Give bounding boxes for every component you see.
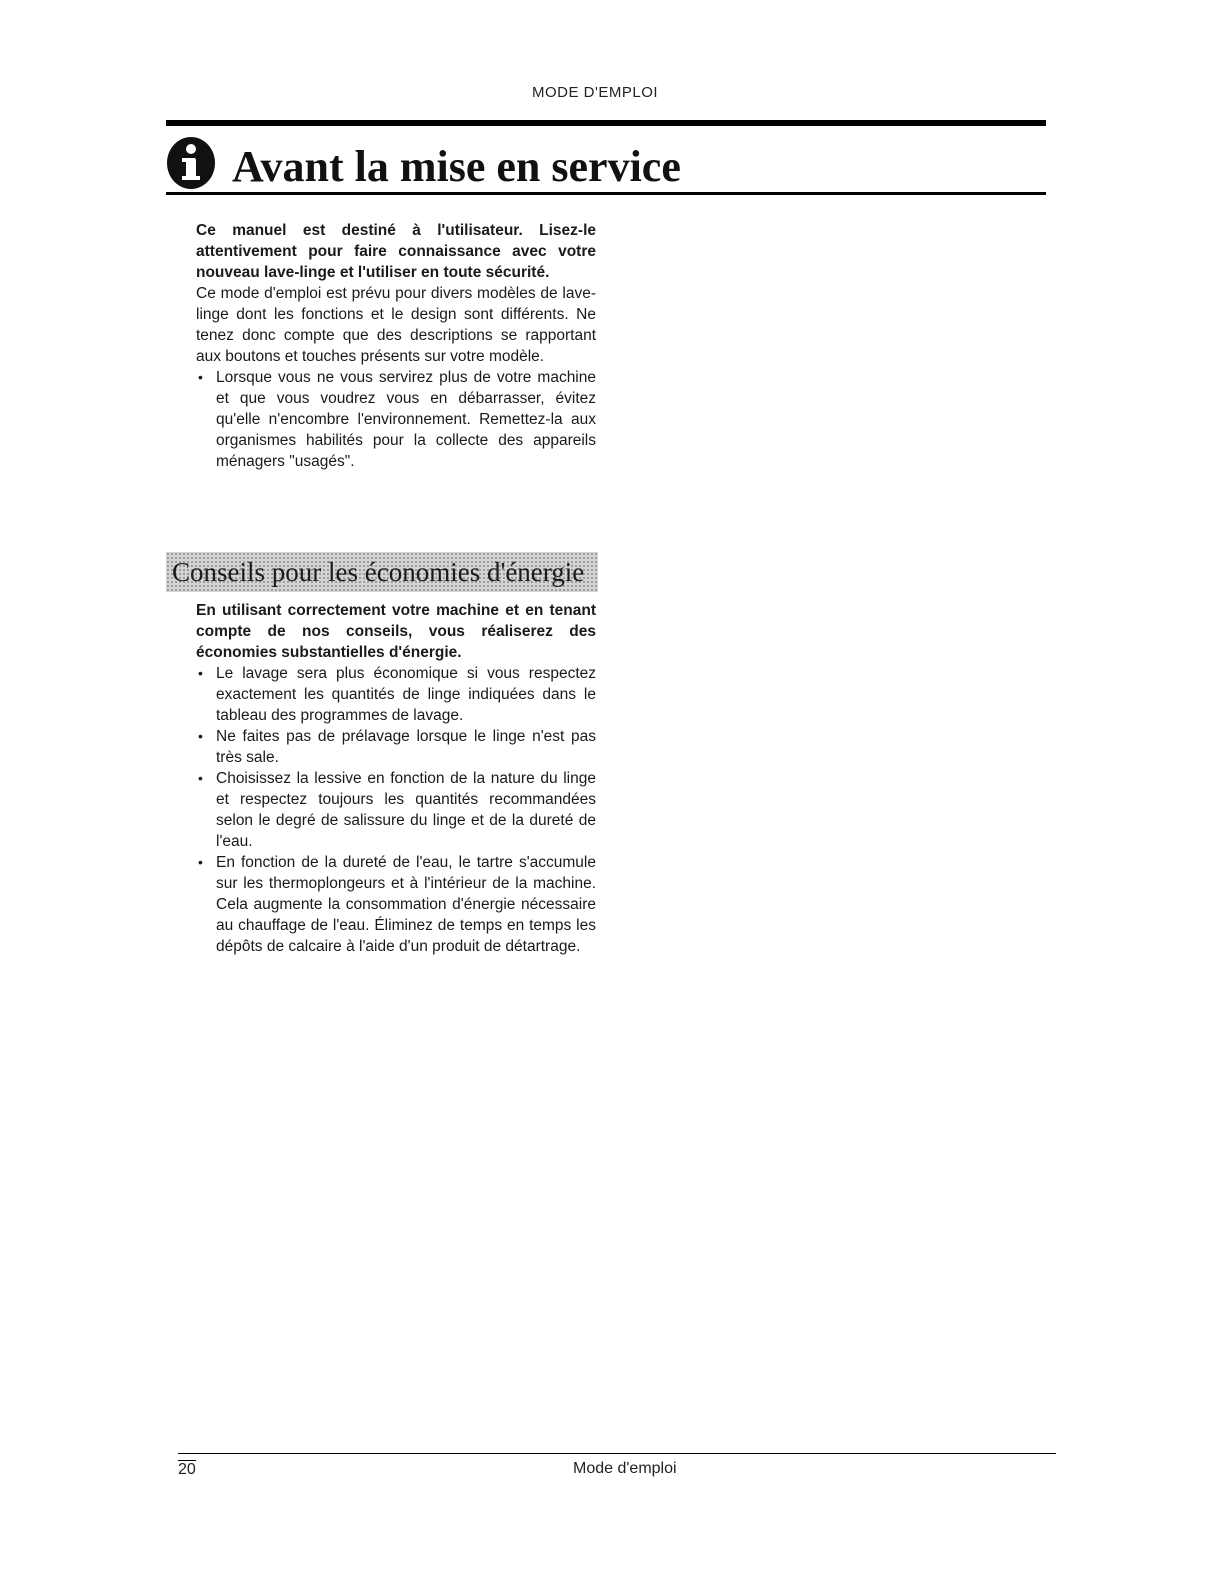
title-rule (166, 192, 1046, 195)
info-icon (166, 136, 216, 190)
intro-body: Ce mode d'emploi est prévu pour divers modèles de lave-linge dont les fonctions et le design sont différents. Ne tenez donc compte que des descriptions se rapportant aux boutons et touches présents sur votre modèle. (196, 285, 596, 365)
section-heading-text: Conseils pour les économies d'énergie (172, 557, 585, 587)
title-row (166, 130, 1046, 192)
intro-lead: Ce manuel est destiné à l'utilisateur. Lisez-le attentivement pour faire connaissance avec votre nouveau lave-linge et l'utiliser en toute sécurité. (196, 222, 596, 281)
top-rule (166, 120, 1046, 126)
page-title: Avant la mise en service (232, 142, 681, 191)
intro-bullet-list (196, 367, 596, 472)
list-item: • Le lavage sera plus économique si vous respectez exactement les quantités de linge indiquées dans le tableau des programmes de lavage. (196, 663, 596, 726)
footer-title: Mode d'emploi (573, 1460, 677, 1477)
energy-tips-list (196, 663, 596, 957)
intro-block (196, 220, 596, 472)
section-lead: En utilisant correctement votre machine et en tenant compte de nos conseils, vous réaliserez des économies substantielles d'énergie. (196, 602, 596, 661)
footer-rule (178, 1453, 1056, 1454)
page-number: 20 (178, 1461, 196, 1478)
list-item: • En fonction de la dureté de l'eau, le tartre s'accumule sur les thermoplongeurs et à l'intérieur de la machine. Cela augmente la consommation d'énergie nécessaire au chauffage de l'eau. Éliminez de temps en temps les dépôts de calcaire à l'aide d'un produit de détartrage. (196, 852, 596, 957)
section-heading (166, 552, 598, 592)
energy-tips-block (196, 600, 596, 957)
list-item: • Ne faites pas de prélavage lorsque le linge n'est pas très sale. (196, 726, 596, 768)
list-item: • Lorsque vous ne vous servirez plus de votre machine et que vous voudrez vous en débarrasser, évitez qu'elle n'encombre l'environnement. Remettez-la aux organismes habilités pour la collecte des appareils ménagers "usagés". (196, 367, 596, 472)
list-item: • Choisissez la lessive en fonction de la nature du linge et respectez toujours les quantités recommandées selon le degré de salissure du linge et de la dureté de l'eau. (196, 768, 596, 852)
running-header: MODE D'EMPLOI (532, 84, 659, 101)
